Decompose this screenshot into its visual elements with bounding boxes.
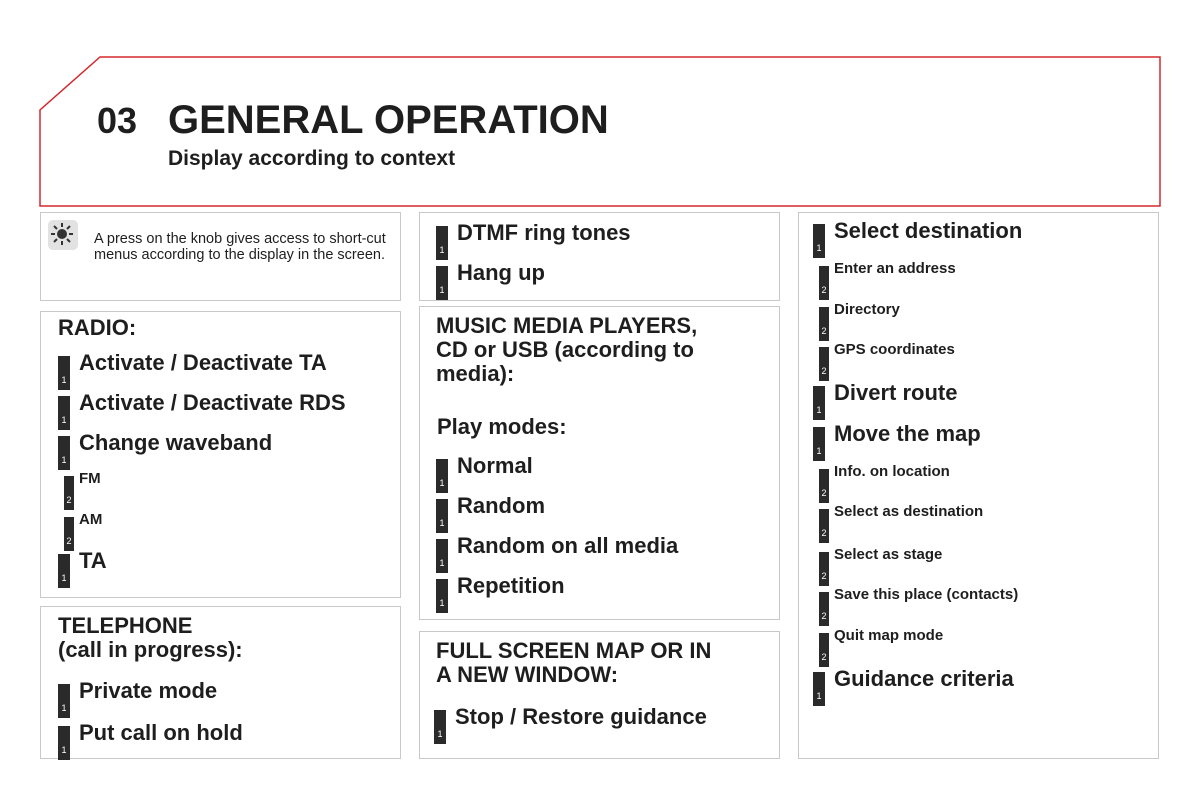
navigation-panel [798, 212, 1159, 759]
call-actions-panel [419, 212, 780, 301]
knob-note-panel [40, 212, 401, 301]
submenu-item-label: Directory [834, 301, 900, 318]
menu-item-label: Change waveband [79, 430, 273, 455]
menu-item-label: Select destination [834, 218, 1023, 243]
submenu-item-label: GPS coordinates [834, 341, 955, 358]
level-tag: 2 [64, 517, 74, 551]
level-tag: 1 [436, 266, 448, 300]
menu-item-label: Hang up [457, 260, 545, 285]
music-title: MUSIC MEDIA PLAYERS, CD or USB (according to media): [436, 313, 698, 386]
menu-item-label: Move the map [834, 421, 981, 446]
level-tag: 1 [813, 386, 825, 420]
menu-item-label: Private mode [79, 678, 218, 703]
submenu-item-label: Select as destination [834, 503, 984, 520]
knob-icon [47, 219, 79, 251]
level-tag: 1 [436, 226, 448, 260]
menu-item-label: Activate / Deactivate RDS [79, 390, 346, 415]
submenu-item-label: AM [79, 511, 103, 528]
music-panel [419, 306, 780, 620]
submenu-item-label: Enter an address [834, 260, 956, 277]
level-tag: 1 [436, 459, 448, 493]
menu-item-label: Random [457, 493, 545, 518]
level-tag: 2 [819, 552, 829, 586]
chapter-number: 03 [97, 100, 138, 141]
menu-item-label: Put call on hold [79, 720, 243, 745]
level-tag: 1 [58, 554, 70, 588]
page-title: GENERAL OPERATION [168, 98, 609, 142]
menu-item-label: TA [79, 548, 107, 573]
menu-item-label: Random on all media [457, 533, 679, 558]
menu-item-label: Guidance criteria [834, 666, 1014, 691]
level-tag: 1 [813, 672, 825, 706]
level-tag: 2 [819, 592, 829, 626]
level-tag: 1 [58, 356, 70, 390]
level-tag: 2 [64, 476, 74, 510]
knob-note-text: A press on the knob gives access to short-cut menus according to the display in the screen. [94, 231, 386, 263]
page-subtitle: Display according to context [168, 147, 456, 170]
submenu-item-label: Save this place (contacts) [834, 586, 1019, 603]
telephone-panel [40, 606, 401, 759]
level-tag: 1 [436, 579, 448, 613]
menu-item-label: Divert route [834, 380, 958, 405]
menu-item-label: Activate / Deactivate TA [79, 350, 327, 375]
level-tag: 1 [436, 539, 448, 573]
menu-item-label: Stop / Restore guidance [455, 704, 707, 729]
submenu-item-label: Info. on location [834, 463, 950, 480]
submenu-item-label: Select as stage [834, 546, 943, 563]
level-tag: 2 [819, 266, 829, 300]
menu-item-label: DTMF ring tones [457, 220, 631, 245]
radio-panel [40, 311, 401, 598]
level-tag: 2 [819, 347, 829, 381]
menu-item-label: Repetition [457, 573, 565, 598]
level-tag: 2 [819, 509, 829, 543]
level-tag: 1 [58, 436, 70, 470]
level-tag: 2 [819, 633, 829, 667]
radio-title: RADIO: [58, 315, 137, 340]
level-tag: 1 [436, 499, 448, 533]
fullscreen-map-panel [419, 631, 780, 759]
submenu-item-label: FM [79, 470, 101, 487]
level-tag: 1 [58, 396, 70, 430]
telephone-title: TELEPHONE (call in progress): [58, 613, 243, 662]
fullscreen-map-title: FULL SCREEN MAP OR IN A NEW WINDOW: [436, 638, 712, 687]
level-tag: 1 [813, 224, 825, 258]
level-tag: 1 [434, 710, 446, 744]
menu-item-label: Normal [457, 453, 533, 478]
level-tag: 1 [813, 427, 825, 461]
level-tag: 1 [58, 726, 70, 760]
level-tag: 1 [58, 684, 70, 718]
play-modes-label: Play modes: [437, 414, 567, 439]
level-tag: 2 [819, 307, 829, 341]
submenu-item-label: Quit map mode [834, 627, 944, 644]
level-tag: 2 [819, 469, 829, 503]
